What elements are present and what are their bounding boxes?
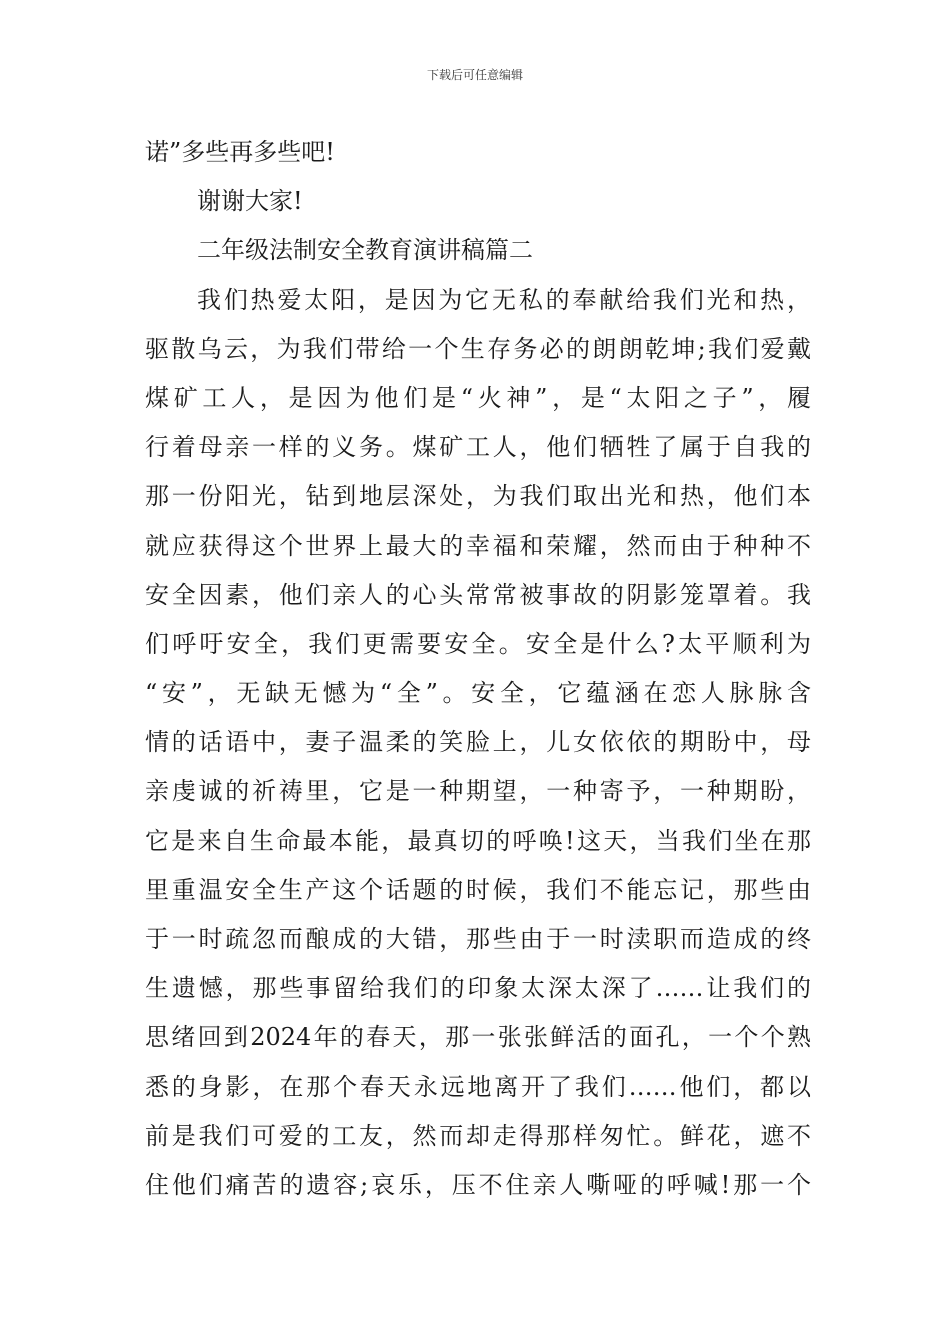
text-line: 悉的身影，在那个春天永远地离开了我们……他们，都以 bbox=[145, 1072, 811, 1101]
text-line: 前是我们可爱的工友，然而却走得那样匆忙。鲜花，遮不 bbox=[145, 1121, 811, 1150]
text-line: 亲虔诚的祈祷里，它是一种期望，一种寄予，一种期盼， bbox=[145, 777, 811, 806]
text-line: 里重温安全生产这个话题的时候，我们不能忘记，那些由 bbox=[145, 875, 811, 904]
text-line: 就应获得这个世界上最大的幸福和荣耀，然而由于种种不 bbox=[145, 531, 811, 560]
text-line: 煤矿工人，是因为他们是“火神”，是“太阳之子”，履 bbox=[145, 383, 811, 412]
text-line: 们呼吁安全，我们更需要安全。安全是什么?太平顺利为 bbox=[145, 629, 811, 658]
text-line: 二年级法制安全教育演讲稿篇二 bbox=[197, 236, 533, 265]
text-line: 安全因素，他们亲人的心头常常被事故的阴影笼罩着。我 bbox=[145, 580, 811, 609]
text-line: 生遗憾，那些事留给我们的印象太深太深了……让我们的 bbox=[145, 974, 811, 1003]
text-line: 诺”多些再多些吧! bbox=[145, 138, 335, 166]
text-line: 它是来自生命最本能，最真切的呼唤!这天，当我们坐在那 bbox=[145, 826, 811, 855]
text-line: 谢谢大家! bbox=[197, 187, 303, 216]
text-line: 情的话语中，妻子温柔的笑脸上，儿女依依的期盼中，母 bbox=[145, 728, 811, 757]
text-line: 驱散乌云，为我们带给一个生存务必的朗朗乾坤;我们爱戴 bbox=[145, 334, 811, 363]
text-line: 思绪回到2024年的春天，那一张张鲜活的面孔，一个个熟 bbox=[145, 1023, 811, 1052]
text-line: 我们热爱太阳，是因为它无私的奉献给我们光和热， bbox=[197, 285, 811, 314]
text-line: 行着母亲一样的义务。煤矿工人，他们牺牲了属于自我的 bbox=[145, 433, 811, 462]
page-header: 下载后可任意编辑 bbox=[426, 68, 523, 82]
document-body bbox=[145, 128, 811, 1210]
text-line: 住他们痛苦的遗容;哀乐，压不住亲人嘶哑的呼喊!那一个 bbox=[145, 1170, 811, 1199]
text-line: 那一份阳光，钻到地层深处，为我们取出光和热，他们本 bbox=[145, 482, 811, 511]
text-line: 于一时疏忽而酿成的大错，那些由于一时渎职而造成的终 bbox=[145, 925, 811, 953]
text-line: “安”，无缺无憾为“全”。安全，它蕴涵在恋人脉脉含 bbox=[145, 679, 811, 708]
